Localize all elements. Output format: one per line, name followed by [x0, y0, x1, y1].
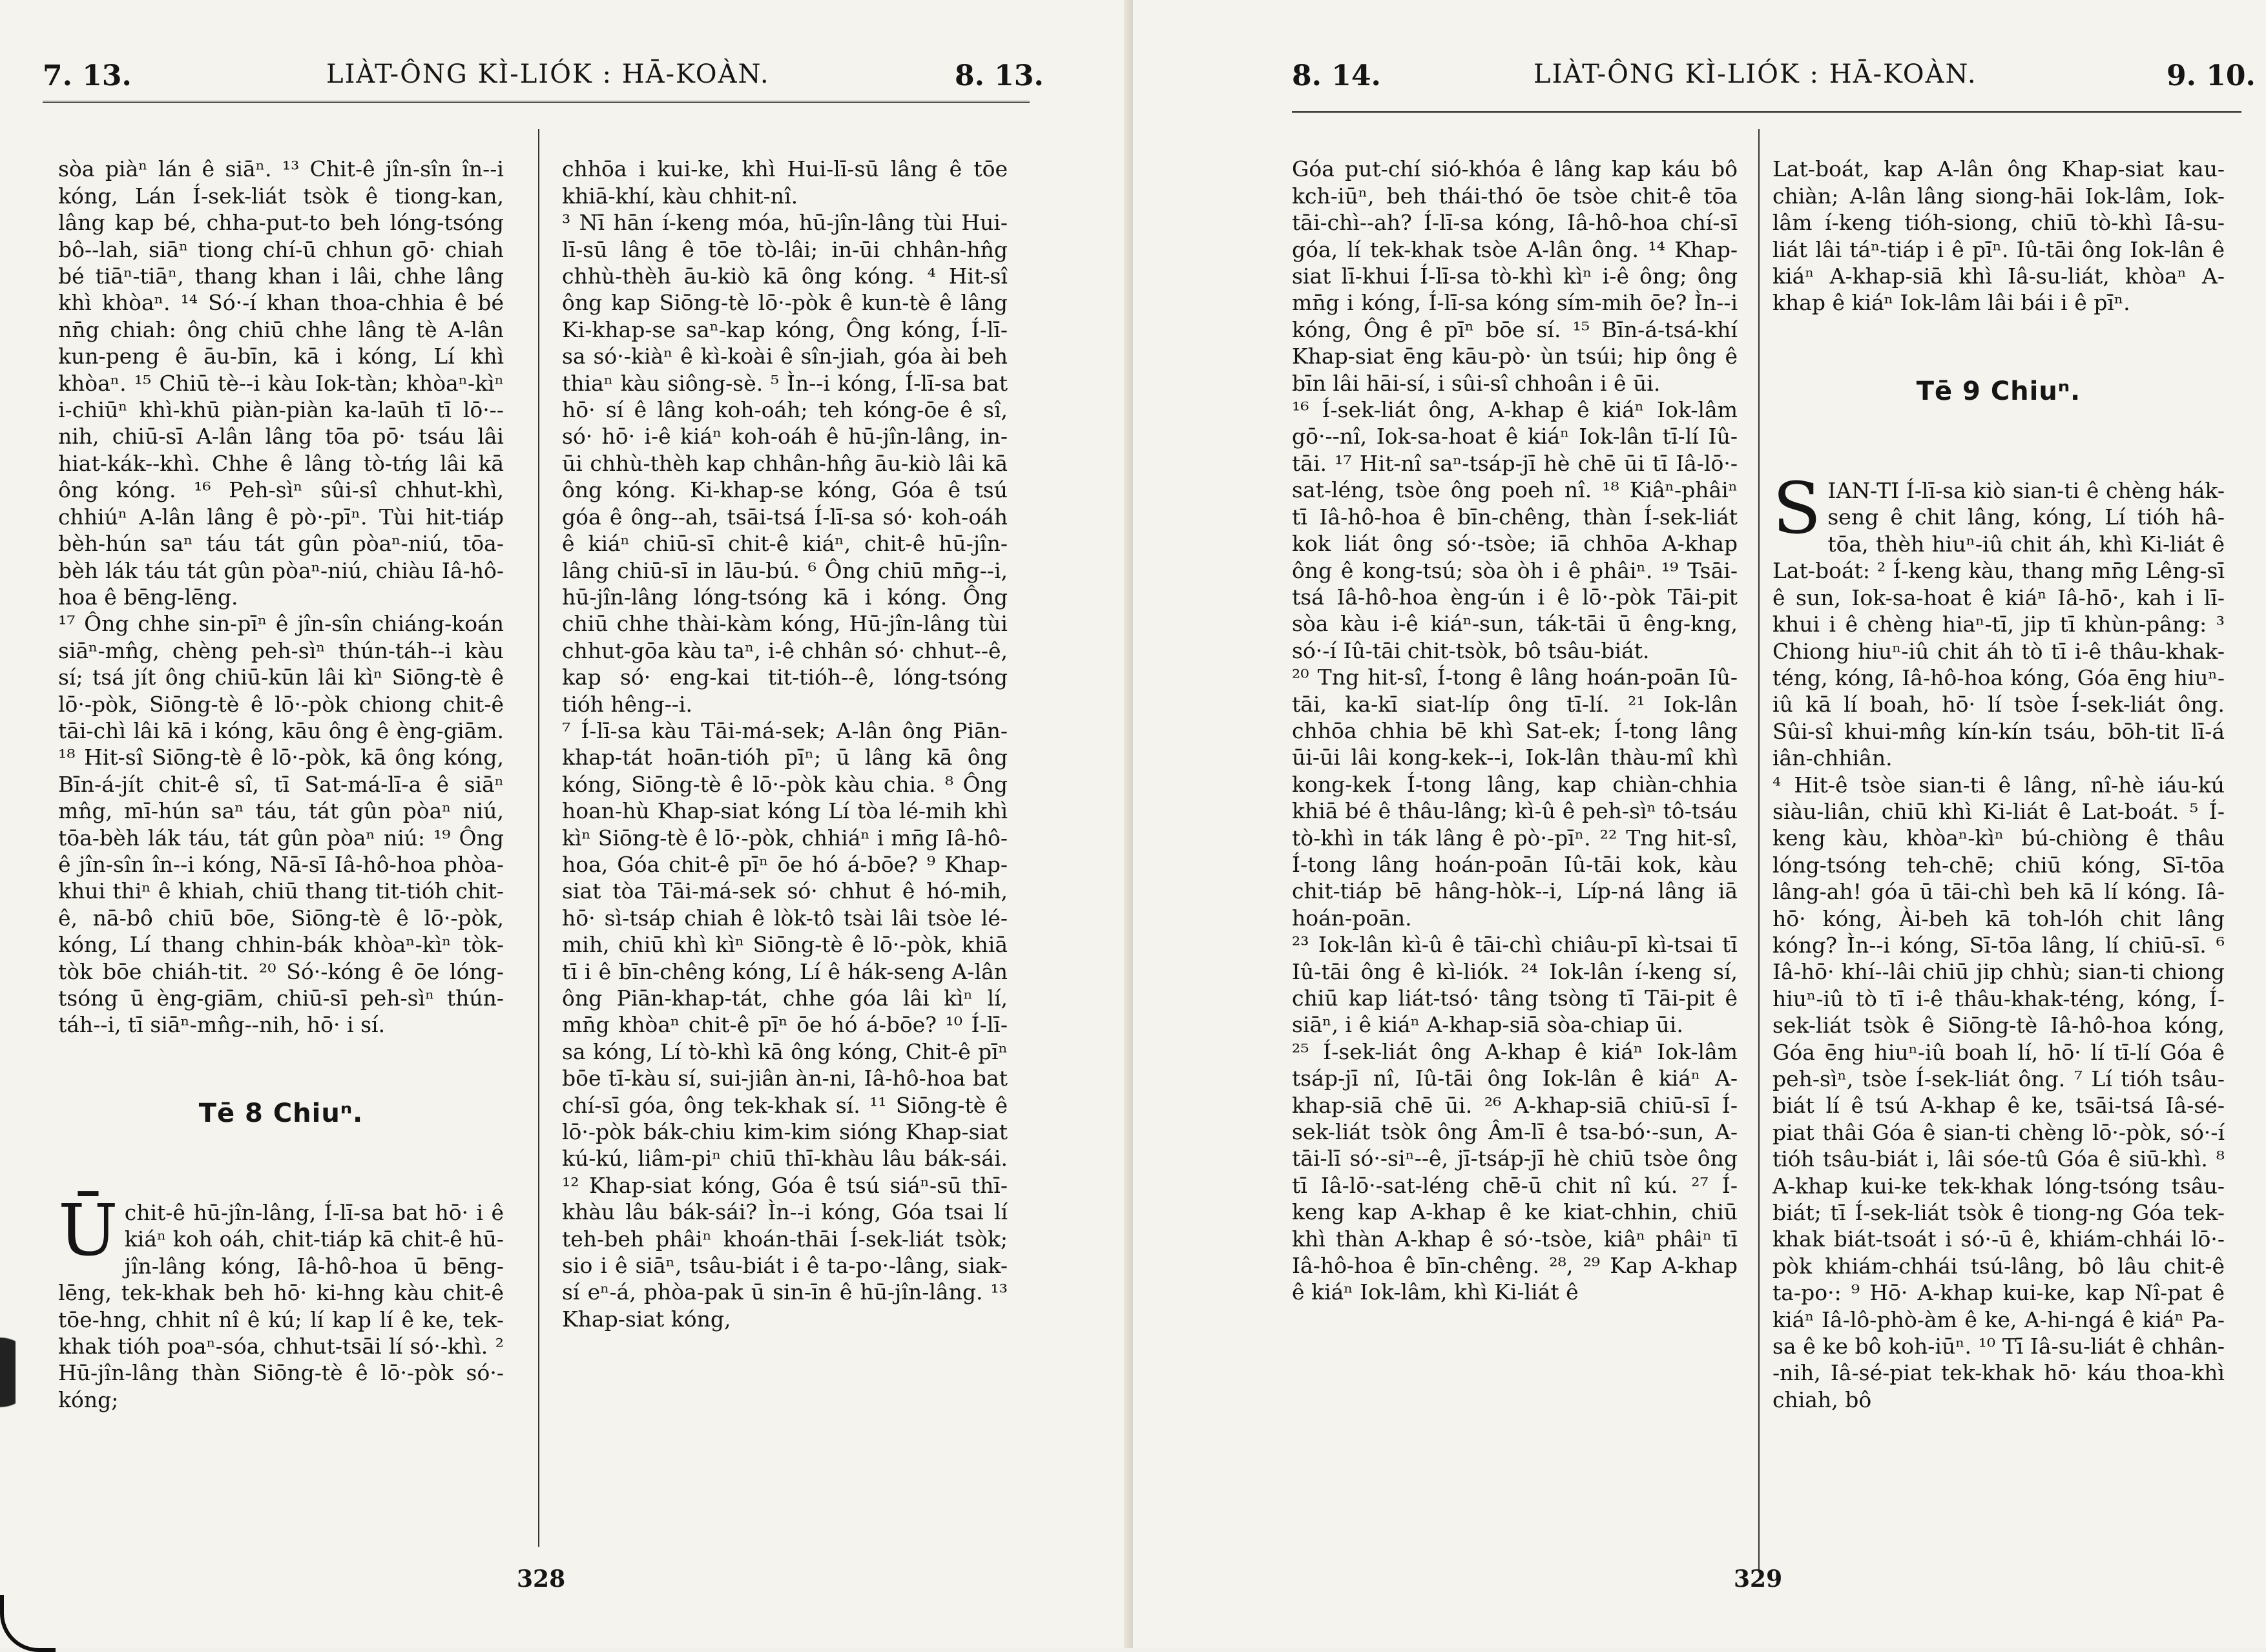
left-page	[0, 0, 1133, 1648]
right-col2-text: Lat-boát, kap A-lân ông Khap-siat kau-chiàn; A-lân lâng siong-hāi Iok-lâm, Iok-lâm í-keng tióh-siong, chiū tò-khì Iâ-su-liát lâi táⁿ-tiáp i ê pīⁿ. Iû-tāi ông Iok-lân ê kiáⁿ A-khap-siā khì Iâ-su-liát, khòaⁿ A-khap ê kiáⁿ Iok-lâm lâi bái i ê pīⁿ.	[1772, 156, 2225, 316]
right-header-title: LIÀT-ÔNG KÌ-LIÓK : HĀ-KOÀN.	[1533, 59, 1977, 89]
binding-edge-mark	[0, 1317, 16, 1427]
left-header-title: LIÀT-ÔNG KÌ-LIÓK : HĀ-KOÀN.	[326, 59, 770, 89]
left-column-1	[58, 129, 504, 1440]
right-header-ref-left: 8. 14.	[1292, 59, 1381, 92]
left-col1-text: sòa piàⁿ lán ê siāⁿ. ¹³ Chit-ê jîn-sîn în--i kóng, Lán Í-sek-liát tsòk ê tiong-kan, lâng kap bé, chha-put-to beh lóng-tsóng bô--lah, siāⁿ tiong chí-ū chhun gō· chiah bé tiāⁿ-tiāⁿ, thang khan i lâi, chhe lâng khì khòaⁿ. ¹⁴ Só·-í khan thoa-chhia ê bé nn̄g chiah: ông chiū chhe lâng tè A-lân kun-peng ê āu-bīn, kā i kóng, Lí khì khòaⁿ. ¹⁵ Chiū tè--i kàu Iok-tàn; khòaⁿ-kìⁿ i-chiūⁿ khì-khū piàn-piàn ka-laūh tī lō·--nih, chiū-sī A-lân lâng tōa pō· tsáu lâi hiat-kák--khì. Chhe ê lâng tò-tńg lâi kā ông kóng. ¹⁶ Peh-sìⁿ sûi-sî chhut-khì, chhiúⁿ A-lân lâng ê pò·-pīⁿ. Tùi hit-tiáp bèh-hún saⁿ táu tát gûn pòaⁿ-niú, tōa-bèh lák táu tát gûn pòaⁿ-niú, chiàu Iâ-hô-hoa ê bēng-lēng. ¹⁷ Ông chhe sin-pīⁿ ê jîn-sîn chiáng-koán siāⁿ-mn̂g, chèng peh-sìⁿ thún-táh--i kàu sí; tsá jít ông chiū-kūn lâi kìⁿ Siōng-tè ê lō·-pòk, Siōng-tè ê lō·-pòk chiong chit-ê tāi-chì lâi kā i kóng, kāu ông ê èng-giām. ¹⁸ Hit-sî Siōng-tè ê lō·-pòk, kā ông kóng, Bīn-á-jít chit-ê sî, tī Sat-má-lī-a ê siāⁿ mn̂g, mī-hún saⁿ táu, tát gûn pòaⁿ niú, tōa-bèh lák táu, tát gûn pòaⁿ niú: ¹⁹ Ông ê jîn-sîn în--i kóng, Nā-sī Iâ-hô-hoa phòa-khui thiⁿ ê khiah, chiū thang tit-tióh chit-ê, nā-bô chiū bōe, Siōng-tè ê lō·-pòk, kóng, Lí thang chhin-bák khòaⁿ-kìⁿ tòk-tòk bōe chiáh-tit. ²⁰ Só·-kóng ê ōe lóng-tsóng ū èng-giām, chiū-sī peh-sìⁿ thún-táh--i, tī siāⁿ-mn̂g--nih, hō· i sí.	[58, 156, 504, 1038]
right-col2-after-text: IAN-TI Í-lī-sa kiò sian-ti ê chèng hák-seng ê chit lâng, kóng, Lí tióh hâ-tōa, thèh hiuⁿ-iû chit áh, khì Ki-liát ê Lat-boát: ² Í-keng kàu, thang mn̄g Lêng-sī ê sun, Iok-sa-hoat ê kiáⁿ Iâ-hō·, kah i lī-khui i ê chèng hiaⁿ-tī, jip tī khùn-pâng: ³ Chiong hiuⁿ-iû chit áh tò tī i-ê thâu-khak-téng, kóng, Iâ-hô-hoa kóng, Góa ēng hiuⁿ-iû kā lí boah, hō· lí tsòe Í-sek-liát ông. Sûi-sî khui-mn̂g kín-kín tsáu, bōh-tit lī-á iân-chhiân. ⁴ Hit-ê tsòe sian-ti ê lâng, nî-hè iáu-kú siàu-liân, chiū khì Ki-liát ê Lat-boát. ⁵ Í-keng kàu, khòaⁿ-kìⁿ bú-chiòng ê thâu lóng-tsóng teh-chē; chiū kóng, Sī-tōa lâng-ah! góa ū tāi-chì beh kā lí kóng. Iâ-hō· kóng, Ài-beh kā toh-lóh chit lâng kóng? Ìn--i kóng, Sī-tōa lâng, lí chiū-sī. ⁶ Iâ-hō· khí--lâi chiū jip chhù; sian-ti chiong hiuⁿ-iû tò tī i-ê thâu-khak-téng, kóng, Í-sek-liát tsòk ê Siōng-tè Iâ-hô-hoa kóng, Góa ēng hiuⁿ-iû boah lí, hō· lí tī-lí Góa ê peh-sìⁿ, tsòe Í-sek-liát ông. ⁷ Lí tióh tsâu-biát lí ê tsú A-khap ê ke, tsāi-tsá Iâ-sé-piat thâi Góa ê sian-ti chèng lō·-pòk, só·-í tióh tsâu-biát i, lâi sóe-tû Góa ê siū-khì. ⁸ A-khap kui-ke tek-khak lóng-tsóng tsâu-biát; tī Í-sek-liát tsòk ê tiong-ng Góa tek-khak biát-tsoát i só·-ū ê, khiám-chhái lō·-pòk khiám-chhái tsú-lâng, bô lâu chit-ê ta-po·: ⁹ Hō· A-khap kui-ke, kap Nî-pat ê kiáⁿ Iâ-lô-phò-àm ê ke, A-hi-ngá ê kiáⁿ Pa-sa ê ke bô koh-iūⁿ. ¹⁰ Tī Iâ-su-liát ê chhân--nih, Iâ-sé-piat tek-khak hō· káu thoa-khì chiah, bô	[1772, 478, 2225, 1412]
left-header-rule	[43, 101, 1030, 103]
page-number-left: 328	[517, 1565, 566, 1593]
left-column-divider	[538, 129, 539, 1547]
left-col1-after-text: chit-ê hū-jîn-lâng, Í-lī-sa bat hō· i ê kiáⁿ koh oáh, chit-tiáp kā chit-ê hū-jîn-lâng kóng, Iâ-hô-hoa ū bēng-lēng, tek-khak beh hō· ki-hng kàu chit-ê tōe-hng, chhit nî ê kú; lí kap lí ê ke, tek-khak tióh poaⁿ-sóa, chhut-tsāi lí só·-khì. ² Hū-jîn-lâng thàn Siōng-tè ê lō·-pòk só·-kóng;	[58, 1200, 504, 1412]
left-header-ref-right: 8. 13.	[955, 59, 1044, 92]
left-column-2	[562, 129, 1008, 1359]
right-column-1	[1292, 129, 1738, 1332]
right-page	[1133, 0, 2266, 1648]
left-col2-text: chhōa i kui-ke, khì Hui-lī-sū lâng ê tōe khiā-khí, kàu chhit-nî. ³ Nī hān í-keng móa, hū-jîn-lâng tùi Hui-lī-sū lâng ê tōe tò-lâi; in-ūi chhân-hn̂g chhù-thèh āu-kiò kā ông kóng. ⁴ Hit-sî ông kap Siōng-tè lō·-pòk ê kun-tè ê lâng Ki-khap-se saⁿ-kap kóng, Ông kóng, Í-lī-sa só·-kiàⁿ ê kì-koài ê sîn-jiah, góa ài beh thiaⁿ kàu siông-sè. ⁵ Ìn--i kóng, Í-lī-sa bat hō· sí ê lâng koh-oáh; teh kóng-ōe ê sî, só· hō· i-ê kiáⁿ koh-oáh ê hū-jîn-lâng, in-ūi chhù-thèh kap chhân-hn̂g āu-kiò lâi kā ông kóng. Ki-khap-se kóng, Góa ê tsú góa ê ông--ah, tsāi-tsá Í-lī-sa só· koh-oáh ê kiáⁿ chiū-sī chit-ê kiáⁿ, chit-ê hū-jîn-lâng chiū-sī in lāu-bú. ⁶ Ông chiū mn̄g--i, hū-jîn-lâng lóng-tsóng kā i kóng. Ông chiū chhe thài-kàm kóng, Hū-jîn-lâng tùi chhut-gōa kàu taⁿ, i-ê chhân só· chhut--ê, kap só· eng-kai tit-tióh--ê, lóng-tsóng tióh hêng--i. ⁷ Í-lī-sa kàu Tāi-má-sek; A-lân ông Piān-khap-tát hoān-tióh pīⁿ; ū lâng kā ông kóng, Siōng-tè ê lō·-pòk kàu chia. ⁸ Ông hoan-hù Khap-siat kóng Lí tòa lé-mih khì kìⁿ Siōng-tè ê lō·-pòk, chhiáⁿ i mn̄g Iâ-hô-hoa, Góa chit-ê pīⁿ ōe hó á-bōe? ⁹ Khap-siat tòa Tāi-má-sek só· chhut ê hó-mih, hō· sì-tsáp chiah ê lòk-tô tsài lâi tsòe lé-mih, chiū khì kìⁿ Siōng-tè ê lō·-pòk, khiā tī i ê bīn-chêng kóng, Lí ê hák-seng A-lân ông Piān-khap-tát, chhe góa lâi kìⁿ lí, mn̄g khòaⁿ chit-ê pīⁿ ōe hó á-bōe? ¹⁰ Í-lī-sa kóng, Lí tò-khì kā ông kóng, Chit-ê pīⁿ bōe tī-kàu sí, sui-jiân àn-ni, Iâ-hô-hoa bat chí-sī góa, ông tek-khak sí. ¹¹ Siōng-tè ê lō·-pòk bák-chiu kim-kim sióng Khap-siat kú-kú, liâm-piⁿ chiū thī-khàu lâu bák-sái. ¹² Khap-siat kóng, Góa ê tsú siáⁿ-sū thī-khàu lâu bák-sái? Ìn--i kóng, Góa tsai lí teh-beh phâiⁿ khoán-thāi Í-sek-liát tsòk; sio i ê siāⁿ, tsâu-biát i ê ta-po·-lâng, siak-sí eⁿ-á, phòa-pak ū sin-īn ê hū-jîn-lâng. ¹³ Khap-siat kóng,	[562, 156, 1008, 1332]
right-header-rule	[1292, 111, 2241, 113]
page-corner	[0, 1595, 56, 1652]
left-header-ref-left: 7. 13.	[43, 59, 132, 92]
right-column-2	[1772, 129, 2225, 1440]
dropcap-u: Ū	[58, 1189, 118, 1272]
page-number-right: 329	[1734, 1565, 1783, 1593]
right-column-divider	[1758, 129, 1760, 1573]
right-header-ref-right: 9. 10.	[2167, 59, 2256, 92]
right-col1-text: Góa put-chí sió-khóa ê lâng kap káu bô kch-iūⁿ, beh thái-thó ōe tsòe chit-ê tōa tāi-chì--ah? Í-lī-sa kóng, Iâ-hô-hoa chí-sī góa, lí tek-khak tsòe A-lân ông. ¹⁴ Khap-siat lī-khui Í-lī-sa tò-khì kìⁿ i-ê ông; ông mn̄g i kóng, Í-lī-sa kóng sím-mih ōe? Ìn--i kóng, Ông ê pīⁿ bōe sí. ¹⁵ Bīn-á-tsá-khí Khap-siat ēng kāu-pò· ùn tsúi; hip ông ê bīn lâi hāi-sí, i sûi-sî chhoân i ê ūi. ¹⁶ Í-sek-liát ông, A-khap ê kiáⁿ Iok-lâm gō·--nî, Iok-sa-hoat ê kiáⁿ Iok-lân tī-lí Iû-tāi. ¹⁷ Hit-nî saⁿ-tsáp-jī hè chē ūi tī Iâ-lō·-sat-léng, tsòe ông poeh nî. ¹⁸ Kiâⁿ-phâiⁿ tī Iâ-hô-hoa ê bīn-chêng, thàn Í-sek-liát kok liát ông só·-tsòe; iā chhōa A-khap ông ê kong-tsú; sòa òh i ê phâiⁿ. ¹⁹ Tsāi-tsá Iâ-hô-hoa èng-ún i ê lō·-pòk Tāi-pit sòa kàu i-ê kiáⁿ-sun, ták-tāi ū êng-kng, só·-í Iû-tāi chit-tsòk, bô tsâu-biát. ²⁰ Tng hit-sî, Í-tong ê lâng hoán-poān Iû-tāi, ka-kī siat-líp ông tī-lí. ²¹ Iok-lân chhōa chhia bē khì Sat-ek; Í-tong lâng ūi-ūi lâi kong-kek--i, Iok-lân thàu-mî khì kong-kek Í-tong lâng, kap chiàn-chhia khiā bé ê thâu-lâng; kì-û ê peh-sìⁿ tô-tsáu tò-khì in ták lâng ê pò·-pīⁿ. ²² Tng hit-sî, Í-tong lâng hoán-poān Iû-tāi kok, kàu chit-tiáp bē hâng-hòk--i, Líp-ná lâng iā hoán-poān. ²³ Iok-lân kì-û ê tāi-chì chiâu-pī kì-tsai tī Iû-tāi ông ê kì-liók. ²⁴ Iok-lân í-keng sí, chiū kap liát-tsó· tâng tsòng tī Tāi-pit ê siāⁿ, i ê kiáⁿ A-khap-siā sòa-chiap ūi. ²⁵ Í-sek-liát ông A-khap ê kiáⁿ Iok-lâm tsáp-jī nî, Iû-tāi ông Iok-lân ê kiáⁿ A-khap-siā chē ūi. ²⁶ A-khap-siā chiū-sī Í-sek-liát tsòk ông Âm-lī ê tsa-bó·-sun, A-tāi-lī só·-siⁿ--ê, jī-tsáp-jī hè chiū tsòe ông tī Iâ-lō·-sat-léng chē-ū chit nî kú. ²⁷ Í-keng kap A-khap ê ke kiat-chhin, chiū khì thàn A-khap ê só·-tsòe, kiâⁿ phâiⁿ tī Iâ-hô-hoa ê bīn-chêng. ²⁸, ²⁹ Kap A-khap ê kiáⁿ Iok-lâm, khì Ki-liát ê	[1292, 156, 1738, 1305]
chapter-8-title: Tē 8 Chiuⁿ.	[198, 1099, 364, 1129]
chapter-9-title: Tē 9 Chiuⁿ.	[1916, 377, 2081, 407]
dropcap-s: S	[1772, 467, 1822, 550]
